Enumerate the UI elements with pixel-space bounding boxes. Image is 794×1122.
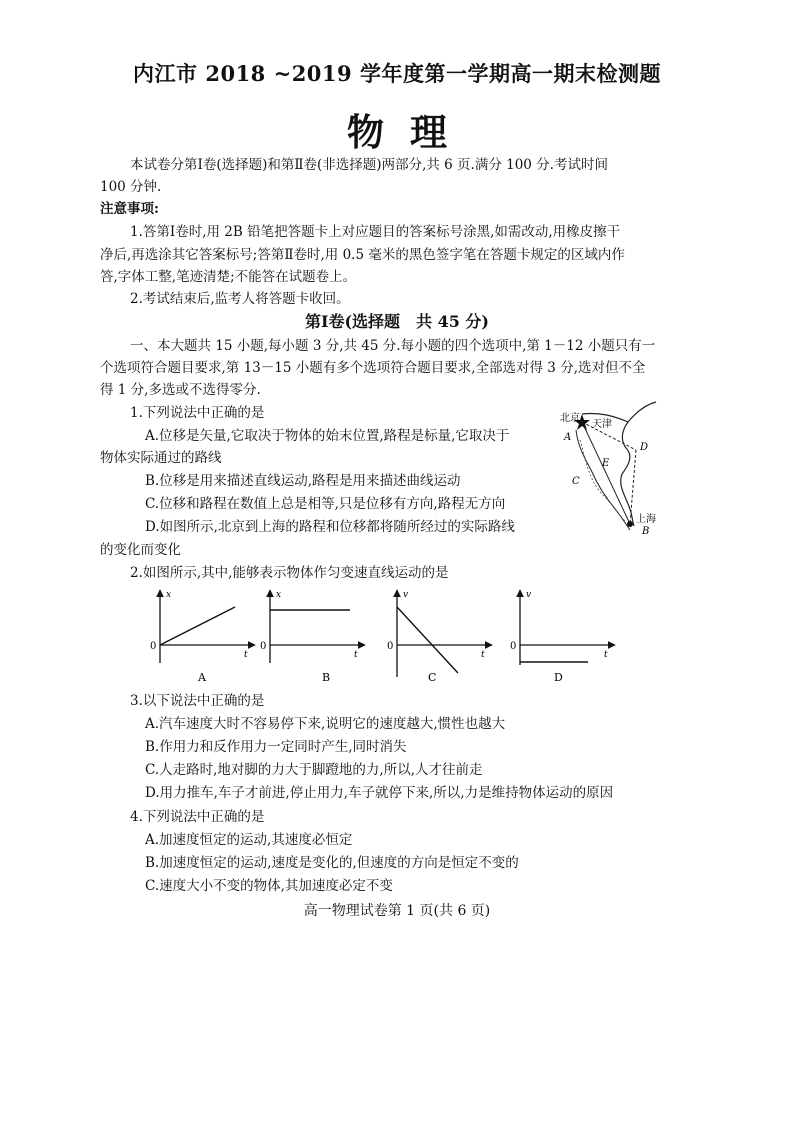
- map-label-c: C: [572, 476, 580, 487]
- graph-c-origin: 0: [387, 641, 394, 652]
- q3-stem: 3.以下说法中正确的是: [130, 693, 265, 709]
- q1-option-c: C.位移和路程在数值上总是相等,只是位移有方向,路程无方向: [145, 496, 506, 512]
- graph-a-ylabel: x: [166, 590, 172, 600]
- graph-b: [260, 590, 365, 684]
- note-1-line-3: 答,字体工整,笔迹清楚;不能答在试题卷上。: [100, 269, 357, 285]
- graph-a-line: [160, 607, 235, 645]
- section-1-heading: 第Ⅰ卷(选择题 共 45 分): [304, 312, 490, 331]
- map-label-tianjin: 天津: [592, 419, 612, 430]
- map-label-b: B: [642, 526, 650, 537]
- graph-c: [387, 590, 492, 684]
- q2-stem: 2.如图所示,其中,能够表示物体作匀变速直线运动的是: [130, 565, 449, 581]
- graph-c-line: [397, 607, 458, 673]
- q1-option-d-line-1: D.如图所示,北京到上海的路程和位移都将随所经过的实际路线: [145, 519, 515, 535]
- q3-option-a: A.汽车速度大时不容易停下来,说明它的速度越大,惯性也越大: [145, 716, 506, 732]
- q1-option-a-line-2: 物体实际通过的路线: [100, 450, 222, 466]
- page-footer: 高一物理试卷第 1 页(共 6 页): [303, 903, 491, 919]
- map-label-beijing: 北京: [560, 413, 580, 424]
- q1-option-b: B.位移是用来描述直线运动,路程是用来描述曲线运动: [145, 473, 461, 489]
- q1-option-d-line-2: 的变化而变化: [100, 542, 181, 558]
- note-2: 2.考试结束后,监考人将答题卡收回。: [130, 291, 350, 307]
- map-label-shanghai: 上海: [636, 514, 656, 525]
- notes-heading: 注意事项:: [100, 201, 159, 217]
- exam-title: 内江市 2018 ~2019 学年度第一学期高一期末检测题: [133, 61, 661, 86]
- note-1-line-2: 净后,再选涂其它答案标号;答第Ⅱ卷时,用 0.5 毫米的黑色签字笔在答题卡规定的区域内作: [100, 247, 625, 263]
- graph-a-origin: 0: [150, 641, 157, 652]
- graph-b-origin: 0: [260, 641, 267, 652]
- q2-graphs: [140, 585, 620, 690]
- graph-c-xlabel: t: [481, 650, 485, 660]
- q4-option-b: B.加速度恒定的运动,速度是变化的,但速度的方向是恒定不变的: [145, 855, 519, 871]
- graph-a-label: A: [198, 671, 206, 684]
- beijing-shanghai-map: [552, 400, 664, 550]
- graph-d-xlabel: t: [604, 650, 608, 660]
- q4-stem: 4.下列说法中正确的是: [130, 809, 265, 825]
- intro-line-2: 100 分钟.: [100, 179, 162, 195]
- map-label-a: A: [564, 432, 572, 443]
- q4-option-c: C.速度大小不变的物体,其加速度必定不变: [145, 878, 393, 894]
- section-1-instruction-3: 得 1 分,多选或不选得零分.: [100, 382, 261, 398]
- note-1-line-1: 1.答第Ⅰ卷时,用 2B 铅笔把答题卡上对应题目的答案标号涂黑,如需改动,用橡皮擦干: [130, 224, 621, 240]
- graph-d-label: D: [554, 671, 563, 684]
- map-label-d: D: [640, 442, 649, 453]
- graph-d-origin: 0: [510, 641, 517, 652]
- graph-d-ylabel: v: [526, 590, 532, 600]
- subject-title: 物理: [347, 110, 473, 154]
- graph-b-xlabel: t: [354, 650, 358, 660]
- intro-line-1: 本试卷分第Ⅰ卷(选择题)和第Ⅱ卷(非选择题)两部分,共 6 页.满分 100 分.考试时间: [130, 157, 608, 173]
- shanghai-dot-icon: [627, 521, 633, 527]
- graph-c-label: C: [428, 671, 437, 684]
- q1-stem: 1.下列说法中正确的是: [130, 405, 265, 421]
- graph-b-label: B: [322, 671, 331, 684]
- map-label-e: E: [602, 458, 610, 469]
- q3-option-d: D.用力推车,车子才前进,停止用力,车子就停下来,所以,力是维持物体运动的原因: [145, 785, 614, 801]
- graph-a: [150, 590, 255, 684]
- graph-d: [510, 590, 615, 684]
- map-river: [580, 440, 626, 522]
- graph-b-ylabel: x: [276, 590, 282, 600]
- q4-option-a: A.加速度恒定的运动,其速度必恒定: [145, 832, 353, 848]
- graph-a-xlabel: t: [244, 650, 248, 660]
- map-route-curve: [576, 430, 630, 530]
- section-1-instruction-1: 一、本大题共 15 小题,每小题 3 分,共 45 分.每小题的四个选项中,第 1－12 小题只有一: [130, 338, 656, 354]
- q1-option-a-line-1: A.位移是矢量,它取决于物体的始末位置,路程是标量,它取决于: [145, 428, 510, 444]
- q3-option-b: B.作用力和反作用力一定同时产生,同时消失: [145, 739, 407, 755]
- q3-option-c: C.人走路时,地对脚的力大于脚蹬地的力,所以,人才往前走: [145, 762, 483, 778]
- graph-c-ylabel: v: [403, 590, 409, 600]
- map-coastline-east: [621, 422, 634, 526]
- section-1-instruction-2: 个选项符合题目要求,第 13－15 小题有多个选项符合题目要求,全部选对得 3 分,选对但不全: [100, 360, 646, 376]
